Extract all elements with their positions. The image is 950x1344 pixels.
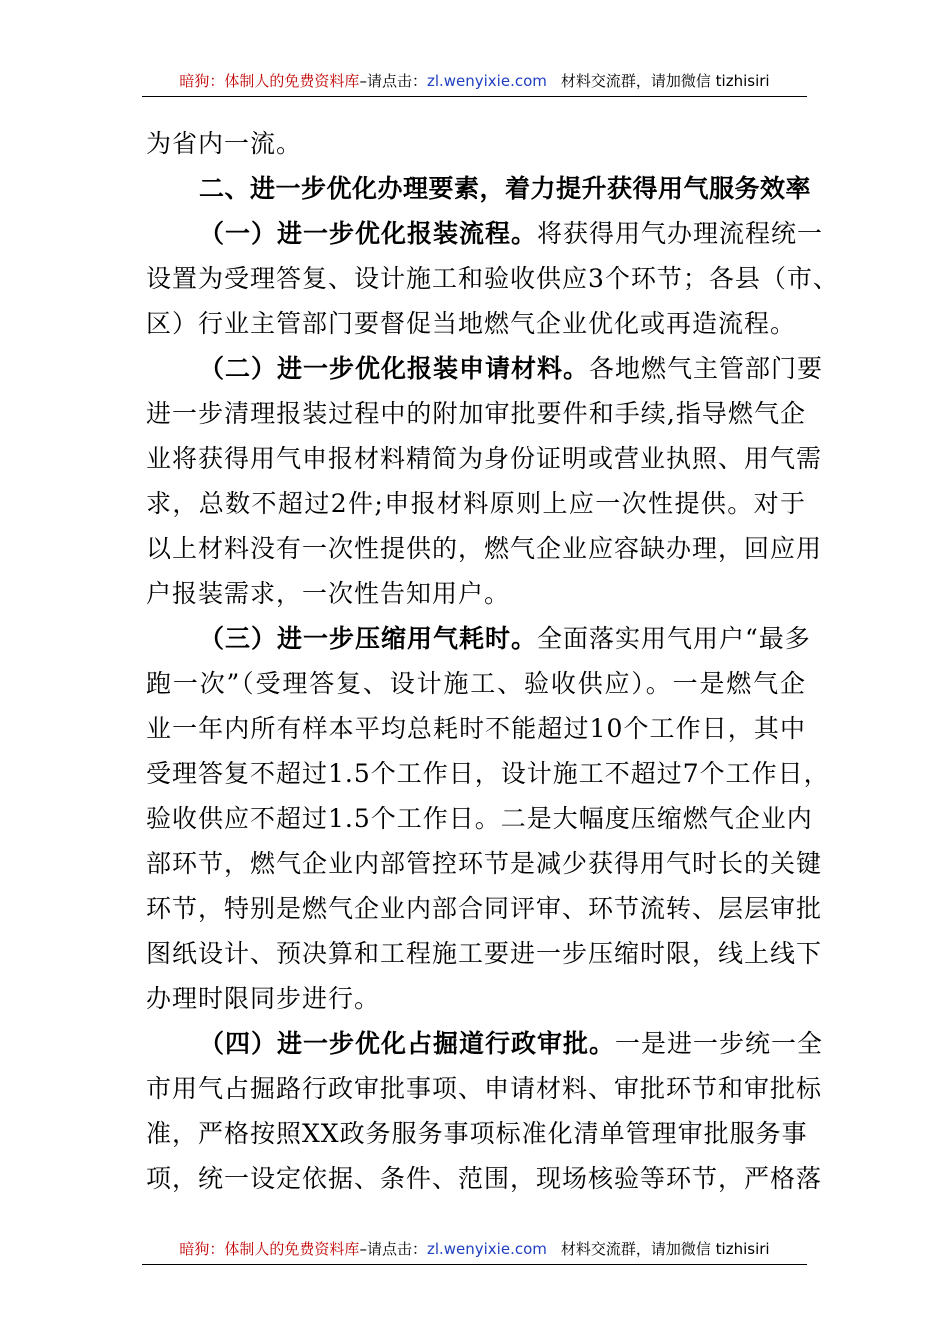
footer-url-link[interactable]: zl.wenyixie.com: [426, 1240, 547, 1258]
header-url-link[interactable]: zl.wenyixie.com: [426, 72, 547, 90]
paragraph-lead-line: （三）进一步压缩用气耗时。全面落实用气用户“最多: [199, 624, 811, 653]
text-line: 求，总数不超过2件;申报材料原则上应一次性提供。对于: [146, 489, 806, 518]
section-heading: 二、进一步优化办理要素，着力提升获得用气服务效率: [199, 174, 812, 203]
paragraph-lead-line: （二）进一步优化报装申请材料。各地燃气主管部门要: [199, 354, 824, 383]
text-line: 业将获得用气申报材料精简为身份证明或营业执照、用气需: [146, 444, 823, 473]
footer-brand: 暗狗：体制人的免费资料库: [179, 1240, 360, 1258]
subsection-title: （三）进一步压缩用气耗时。: [199, 624, 538, 653]
subsection-title: （二）进一步优化报装申请材料。: [199, 354, 590, 383]
text-line: 区）行业主管部门要督促当地燃气企业优化或再造流程。: [146, 309, 797, 338]
text-line: 为省内一流。: [146, 129, 303, 158]
text-line: 项，统一设定依据、条件、范围，现场核验等环节，严格落: [146, 1164, 823, 1193]
text-line: 受理答复不超过1.5个工作日，设计施工不超过7个工作日，: [146, 759, 830, 788]
subsection-title: （四）进一步优化占掘道行政审批。: [199, 1029, 616, 1058]
text-line: 环节，特别是燃气企业内部合同评审、环节流转、层层审批: [146, 894, 823, 923]
text-line: 验收供应不超过1.5个工作日。二是大幅度压缩燃气企业内: [146, 804, 813, 833]
text-line: 设置为受理答复、设计施工和验收供应3个环节；各县（市、: [146, 264, 839, 293]
text-line: 图纸设计、预决算和工程施工要进一步压缩时限，线上线下: [146, 939, 823, 968]
header-prompt: –请点击：: [359, 72, 427, 90]
text-line: 市用气占掘路行政审批事项、申请材料、审批环节和审批标: [146, 1074, 823, 1103]
footer-banner: [142, 1234, 807, 1265]
header-contact: 材料交流群，请加微信 tizhisiri: [560, 72, 770, 90]
header-brand: 暗狗：体制人的免费资料库: [179, 72, 360, 90]
subsection-title: （一）进一步优化报装流程。: [199, 219, 538, 248]
text-line: 业一年内所有样本平均总耗时不能超过10个工作日，其中: [146, 714, 806, 743]
text-line: 跑一次”（受理答复、设计施工、验收供应）。一是燃气企: [146, 669, 806, 698]
paragraph-lead-line: （四）进一步优化占掘道行政审批。一是进一步统一全: [199, 1029, 824, 1058]
paragraph-lead-line: （一）进一步优化报装流程。将获得用气办理流程统一: [199, 219, 824, 248]
text-line: 部环节，燃气企业内部管控环节是减少获得用气时长的关键: [146, 849, 823, 878]
text-line: 办理时限同步进行。: [146, 984, 381, 1013]
text-line: 进一步清理报装过程中的附加审批要件和手续,指导燃气企: [146, 399, 806, 428]
text-line: 准，严格按照XX政务服务事项标准化清单管理审批服务事: [146, 1119, 808, 1148]
text-line: 以上材料没有一次性提供的，燃气企业应容缺办理，回应用: [146, 534, 823, 563]
footer-prompt: –请点击：: [359, 1240, 427, 1258]
text-line: 户报装需求，一次性告知用户。: [146, 579, 511, 608]
footer-contact: 材料交流群，请加微信 tizhisiri: [560, 1240, 770, 1258]
